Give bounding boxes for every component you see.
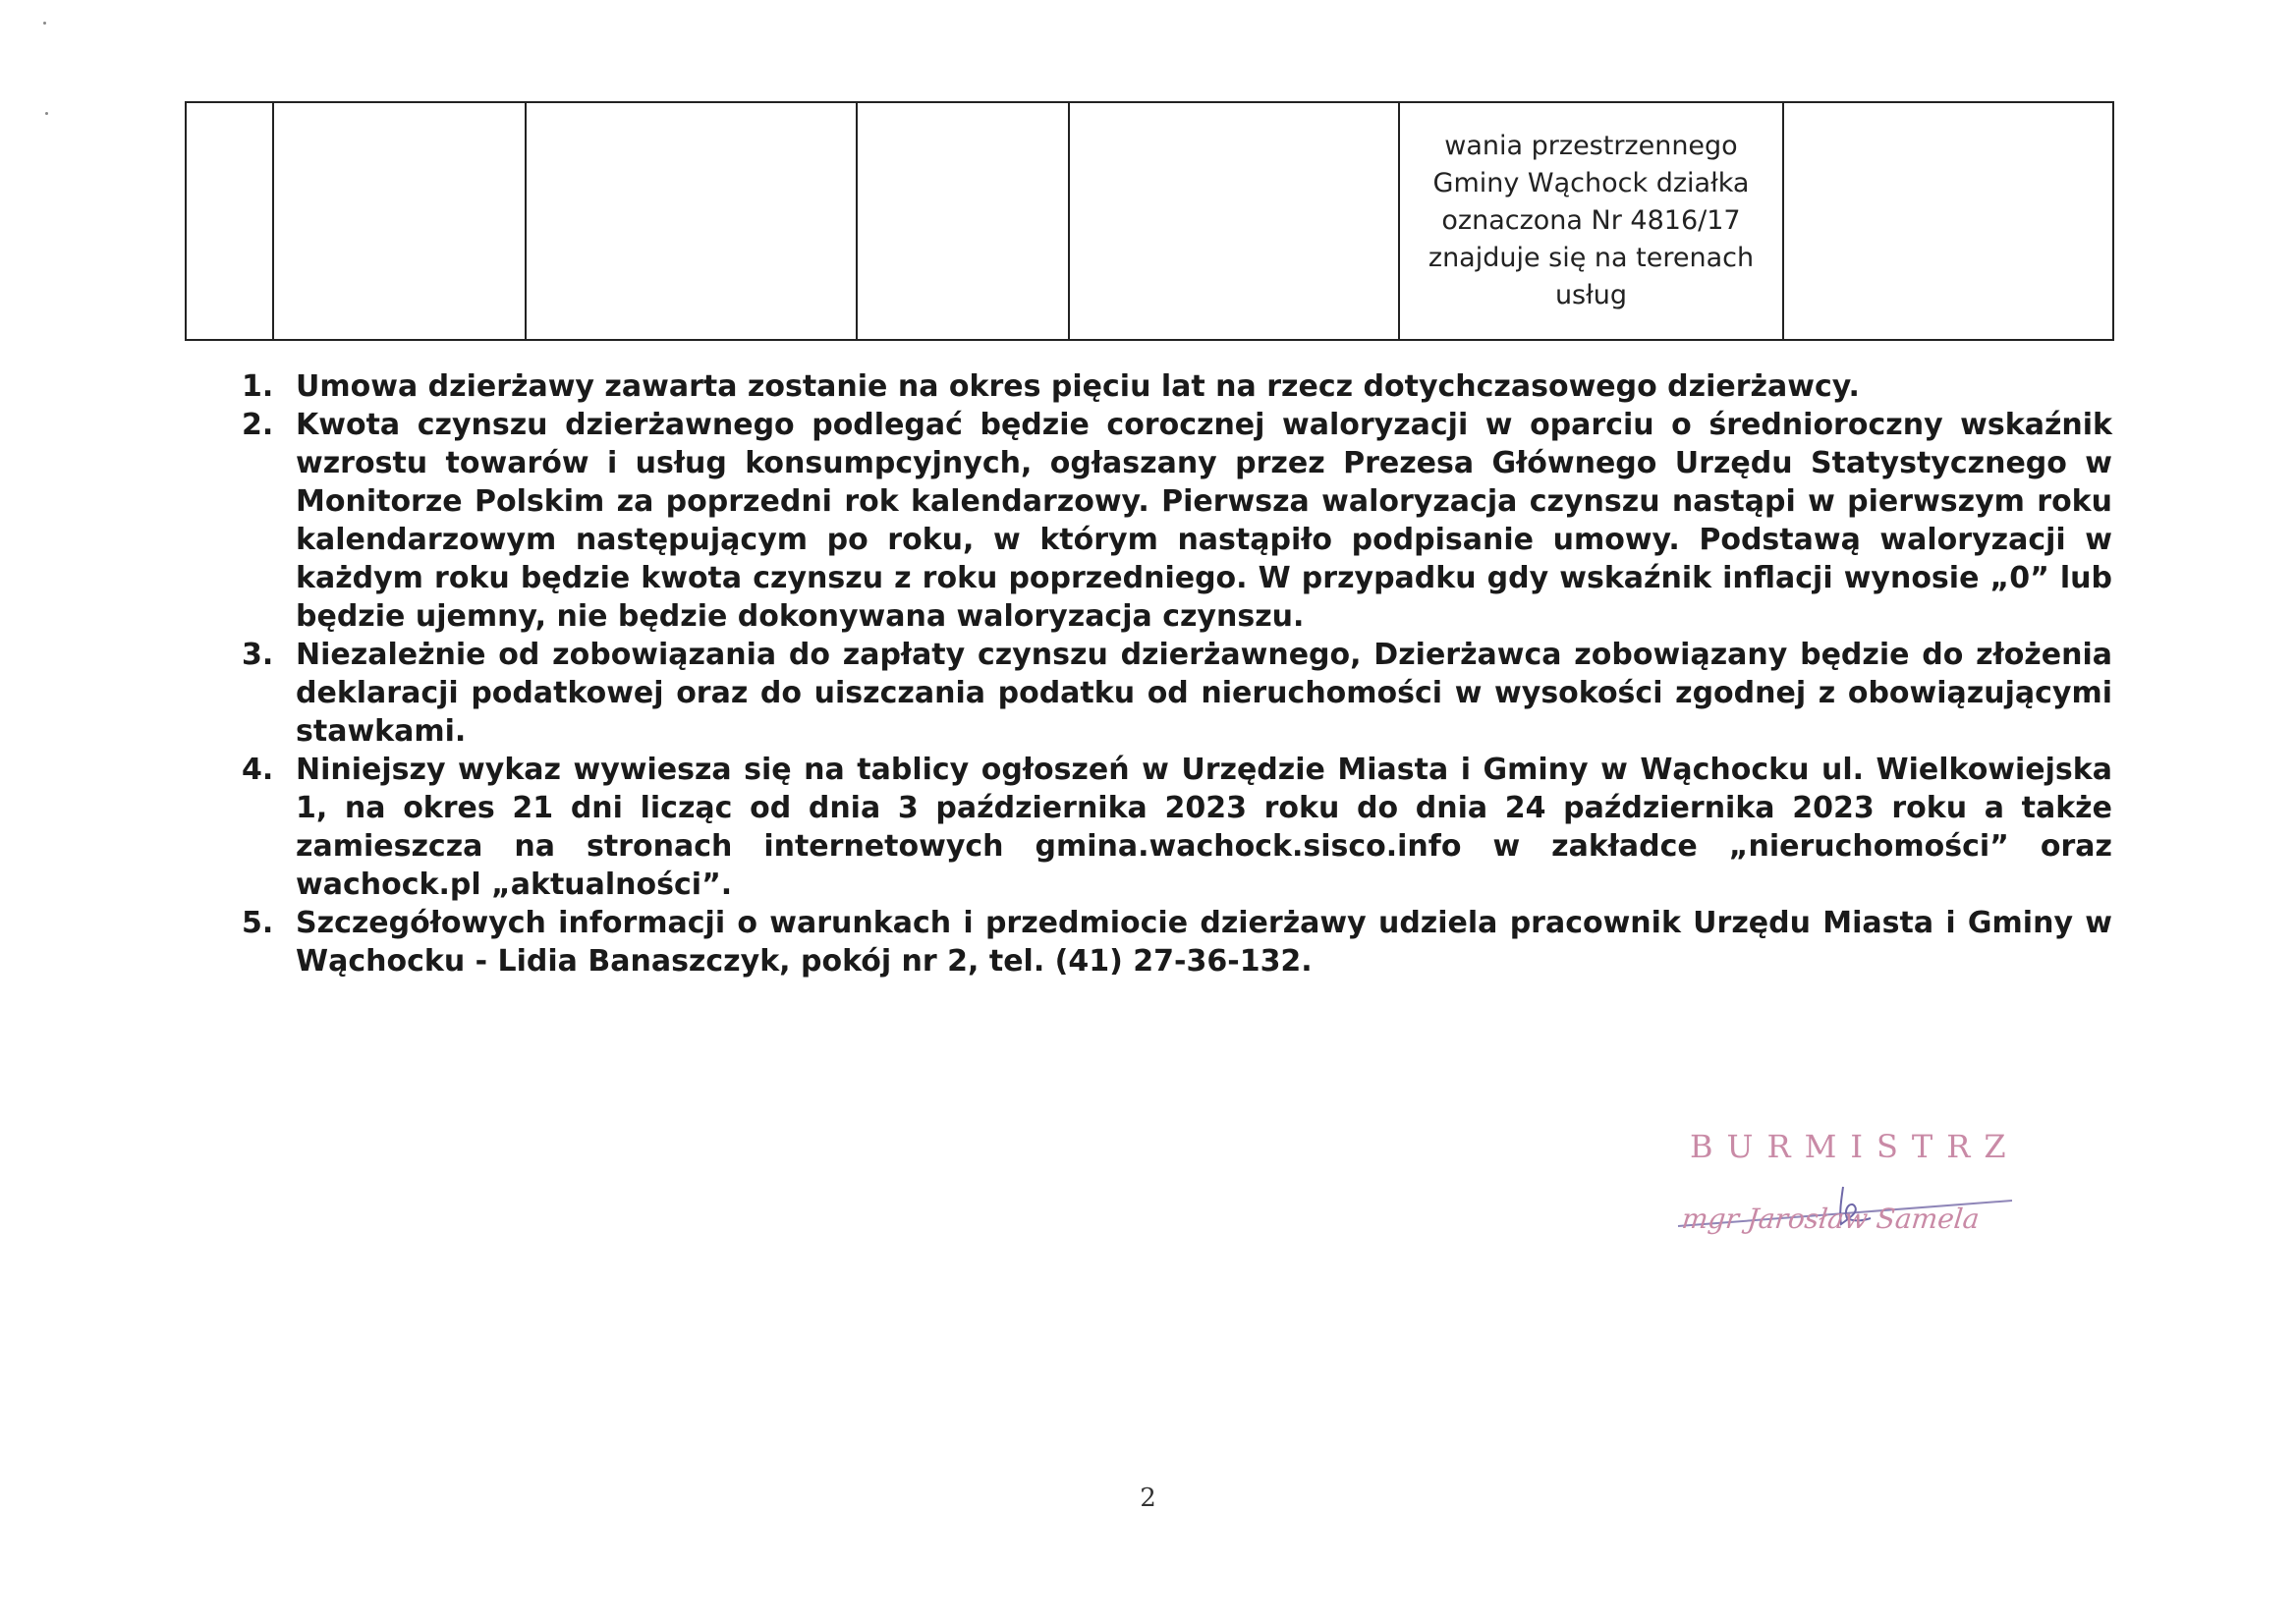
list-item-number: 4. bbox=[242, 753, 274, 787]
list-item bbox=[242, 636, 2112, 751]
table-cell bbox=[1783, 102, 2113, 340]
table-cell bbox=[857, 102, 1069, 340]
list-item bbox=[242, 904, 2112, 980]
list-item-number: 3. bbox=[242, 638, 274, 672]
scan-speck bbox=[45, 112, 48, 115]
scan-speck bbox=[43, 22, 46, 25]
list-item-number: 1. bbox=[242, 369, 274, 404]
mayor-stamp bbox=[1668, 1128, 2022, 1265]
stamp-title: BURMISTRZ bbox=[1690, 1128, 2020, 1165]
table-cell bbox=[186, 102, 273, 340]
list-item bbox=[242, 367, 2112, 406]
list-item-text: Niezależnie od zobowiązania do zapłaty czynszu dzierżawnego, Dzierżawca zobowiązany będzie do złożenia deklaracji podatkowej oraz do uiszczania podatku od nieruchomości w wysokości zgodnej z obowiązującymi stawkami. bbox=[296, 638, 2112, 749]
property-table bbox=[185, 101, 2112, 341]
list-item-text: Niniejszy wykaz wywiesza się na tablicy ogłoszeń w Urzędzie Miasta i Gminy w Wąchocku ul. Wielkowiejska 1, na okres 21 dni licząc od dnia 3 października 2023 roku do dnia 24 października 2023 roku a także zamieszcza na stronach internetowych gmina.wachock.sisco.info w zakładce „nieruchomości” oraz wachock.pl „aktualności”. bbox=[296, 753, 2112, 902]
zoning-description: wania przestrzennego Gminy Wąchock działka oznaczona Nr 4816/17 znajduje się na terenach usług bbox=[1428, 131, 1755, 310]
stamp-name: mgr Jarosław Samela bbox=[1680, 1203, 1982, 1235]
table-cell bbox=[1069, 102, 1399, 340]
table-cell bbox=[273, 102, 526, 340]
table-cell bbox=[526, 102, 857, 340]
table-row bbox=[186, 102, 2113, 340]
list-item bbox=[242, 751, 2112, 904]
table-cell-zoning bbox=[1399, 102, 1783, 340]
list-item-text: Kwota czynszu dzierżawnego podlegać będzie corocznej waloryzacji w oparciu o średnioroczny wskaźnik wzrostu towarów i usług konsumpcyjnych, ogłaszany przez Prezesa Głównego Urzędu Statystycznego w Monitorze Polskim za poprzedni rok kalendarzowy. Pierwsza waloryzacja czynszu nastąpi w pierwszym roku kalendarzowym następującym po roku, w którym nastąpiło podpisanie umowy. Podstawą waloryzacji w każdym roku będzie kwota czynszu z roku poprzedniego. W przypadku gdy wskaźnik inflacji wynosie „0” lub będzie ujemny, nie będzie dokonywana waloryzacja czynszu. bbox=[296, 408, 2112, 634]
list-item-text: Umowa dzierżawy zawarta zostanie na okres pięciu lat na rzecz dotychczasowego dzierżawcy. bbox=[296, 369, 1860, 404]
list-item bbox=[242, 406, 2112, 636]
list-item-text: Szczegółowych informacji o warunkach i przedmiocie dzierżawy udziela pracownik Urzędu Miasta i Gminy w Wąchocku - Lidia Banaszczyk, pokój nr 2, tel. (41) 27-36-132. bbox=[296, 906, 2112, 979]
conditions-list bbox=[242, 367, 2112, 980]
list-item-number: 5. bbox=[242, 906, 274, 940]
property-table-grid bbox=[185, 101, 2114, 341]
list-item-number: 2. bbox=[242, 408, 274, 442]
page-number: 2 bbox=[1140, 1484, 1156, 1513]
